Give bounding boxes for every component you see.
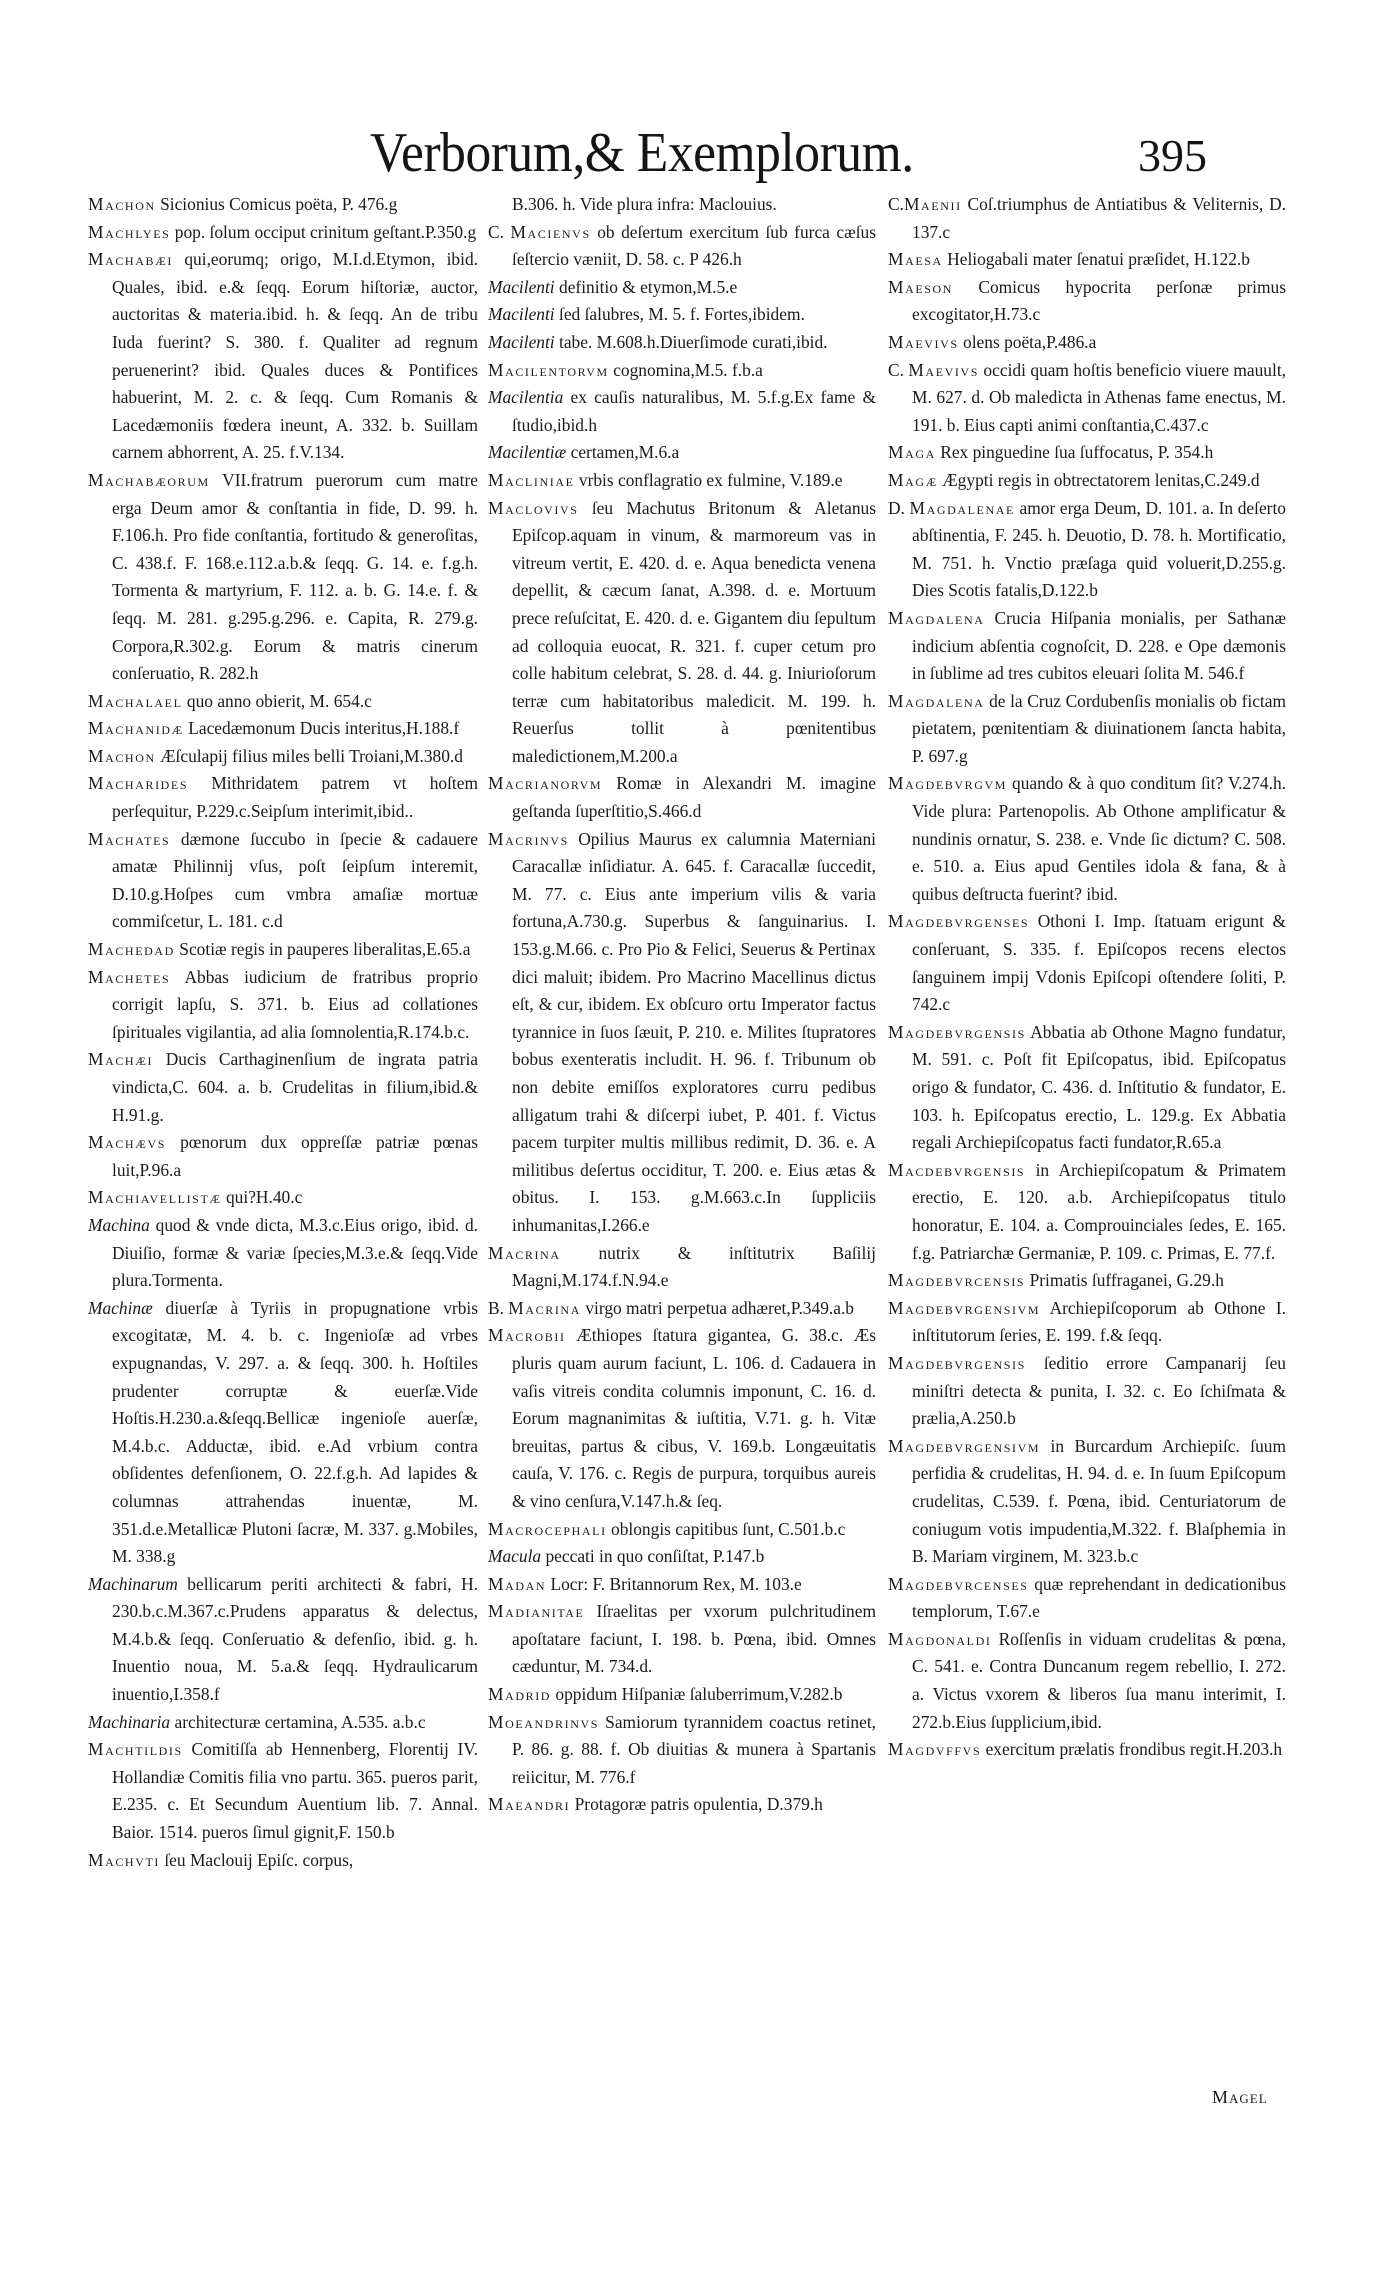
index-entry bbox=[88, 743, 478, 771]
entry-text: ſeditio errore Campanarij ſeu miniſtri detecta & punita, I. 32. c. Eo ſchiſmata & prælia,A.250.b bbox=[912, 1352, 1286, 1429]
entry-headword: Machlyes bbox=[88, 221, 171, 242]
entry-text: cognomina,M.5. f.b.a bbox=[608, 359, 763, 380]
entry-text: Ægypti regis in obtrectatorem lenitas,C.249.d bbox=[937, 469, 1260, 490]
index-entry bbox=[488, 274, 876, 302]
entry-text: ſeu Maclouij Epiſc. corpus, bbox=[160, 1849, 354, 1870]
entry-text: diuerſæ à Tyriis in propugnatione vrbis excogitatæ, M. 4. b. c. Ingenioſæ ad vrbes expugnandas, V. 297. a. & ſeqq. 300. h. Hoſtiles prudenter corruptæ & euerſæ.Vide Hoſtis.H.230.a.&ſeqq.Bellicæ ingenioſe auerſæ, M.4.b.c. Adductæ, ibid. e.Ad vrbium contra obſidentes defenſionem, O. 22.f.g.h. Ad lapides & columnas attrahendas inuentæ, M. 351.d.e.Metallicæ Plutoni ſacræ, M. 337. g.Mobiles, M. 338.g bbox=[112, 1297, 478, 1567]
index-entry bbox=[888, 1267, 1286, 1295]
index-entry bbox=[88, 467, 478, 688]
entry-headword: Machæi bbox=[88, 1049, 154, 1070]
index-column-right bbox=[888, 191, 1286, 1764]
entry-text: olens poëta,P.486.a bbox=[958, 331, 1097, 352]
entry-headword: Macrocephali bbox=[488, 1518, 607, 1539]
entry-text: de la Cruz Cordubenſis monialis ob fictam pietatem, pœnitentiam & diuinationem ſancta habita, P. 697.g bbox=[912, 690, 1286, 766]
entry-text: architecturæ certamina, A.535. a.b.c bbox=[170, 1711, 426, 1732]
entry-headword: Maenii bbox=[903, 194, 962, 214]
entry-headword: Machates bbox=[88, 828, 171, 849]
index-entry bbox=[488, 329, 876, 357]
entry-headword: Magdalena bbox=[888, 607, 985, 628]
entry-headword: Magdebvrgensivm bbox=[888, 1435, 1041, 1456]
index-entry bbox=[488, 1681, 876, 1709]
entry-headword: Maeson bbox=[888, 276, 954, 297]
entry-text: Comicus hypocrita perſonæ primus excogitator,H.73.c bbox=[912, 276, 1286, 325]
entry-text: Ducis Carthaginenſium de ingrata patria vindicta,C. 604. a. b. Crudelitas in filium,ibid.& H.91.g. bbox=[112, 1049, 478, 1125]
entry-text: ob deſertum exercitum ſub furca cæſus ſeſtercio væniit, D. 58. c. P 426.h bbox=[512, 221, 876, 270]
index-entry bbox=[888, 908, 1286, 1018]
index-entry bbox=[488, 1516, 876, 1544]
entry-headword: Magdalenae bbox=[909, 497, 1015, 518]
index-entry bbox=[88, 936, 478, 964]
entry-text: Protagoræ patris opulentia, D.379.h bbox=[570, 1794, 823, 1815]
index-entry bbox=[88, 826, 478, 936]
index-entry bbox=[88, 715, 478, 743]
entry-text: VII.fratrum puerorum cum matre erga Deum amor & conſtantia in fide, D. 99. h. F.106.h. Pro fide conſtantia, fortitudo & generoſitas, C. 438.f. F. 168.e.112.a.b.& ſeqq. G. 14. e. f.g.h. Tormenta & martyrium, F. 112. a. b. G. 14.e. f. & ſeqq. M. 281. g.295.g.296. e. Capita, R. 279.g. Corpora,R.302.g. Eorum & matris cinerum conſeruatio, R. 282.h bbox=[112, 469, 478, 684]
entry-text: Mithridatem patrem vt hoſtem perſequitur, P.229.c.Seipſum interimit,ibid.. bbox=[112, 773, 478, 822]
index-entry bbox=[888, 1736, 1286, 1764]
entry-headword: Macrina bbox=[508, 1297, 581, 1318]
entry-text: Comitiſſa ab Hennenberg, Florentij IV. Hollandiæ Comitis filia vno partu. 365. pueros parit, E.235. c. Et Secundum Auentium lib. 7. Annal. Baior. 1514. pueros ſimul gignit,F. 150.b bbox=[112, 1739, 478, 1843]
index-entry bbox=[488, 467, 876, 495]
entry-headword: Macliniae bbox=[488, 469, 575, 490]
entry-headword: Magdalena bbox=[888, 690, 985, 711]
index-entry bbox=[888, 495, 1286, 605]
index-entry bbox=[88, 219, 478, 247]
entry-prefix: C. bbox=[888, 194, 904, 214]
entry-headword: Machiavellistæ bbox=[88, 1187, 222, 1208]
entry-text: Samiorum tyrannidem coactus retinet, P. 86. g. 88. f. Ob diuitias & munera à Spartanis reiicitur, M. 776.f bbox=[512, 1711, 876, 1787]
entry-prefix: C. bbox=[488, 221, 511, 242]
entry-text: Æſculapij filius miles belli Troiani,M.380.d bbox=[155, 745, 463, 766]
entry-text: in Burcardum Archiepiſc. ſuum perfidia & crudelitas, H. 94. d. e. In ſuum Epiſcopum crudelitas, C.539. f. Pœna, ibid. Centuriatorum de coniugum votis impudentia,M.322. f. Blaſphemia in B. Mariam virginem, M. 323.b.c bbox=[912, 1435, 1286, 1567]
entry-text: definitio & etymon,M.5.e bbox=[554, 276, 738, 297]
entry-text: oppidum Hiſpaniæ ſaluberrimum,V.282.b bbox=[551, 1684, 843, 1705]
index-entry bbox=[88, 688, 478, 716]
entry-headword: Magdonaldi bbox=[888, 1628, 992, 1649]
entry-headword: Machabæi bbox=[88, 249, 173, 270]
entry-headword: Macrinvs bbox=[488, 828, 569, 849]
entry-headword: Macilenti bbox=[488, 331, 555, 352]
entry-headword: Macrina bbox=[488, 1242, 561, 1263]
index-entry bbox=[488, 1791, 876, 1819]
entry-headword: Magdebvrgensis bbox=[888, 1021, 1026, 1042]
entry-text: quod & vnde dicta, M.3.c.Eius origo, ibid. d. Diuiſio, formæ & variæ ſpecies,M.3.e.& ſeqq.Vide plura.Tormenta. bbox=[112, 1214, 478, 1291]
index-entry bbox=[888, 191, 1286, 246]
entry-text: qui?H.40.c bbox=[221, 1187, 303, 1208]
running-title: Verborum,& Exemplorum. bbox=[370, 122, 914, 184]
index-entry bbox=[488, 439, 876, 467]
index-entry bbox=[888, 357, 1286, 440]
index-entry bbox=[88, 191, 478, 219]
entry-text: Abbas iudicium de fratribus proprio corrigit lapſu, S. 371. b. Eius ad collationes ſpirituales vigilantia, ad alia ſomnolentia,R.174.b.c. bbox=[112, 966, 478, 1042]
entry-headword: Machalael bbox=[88, 690, 183, 711]
entry-headword: Magdebvrgensis bbox=[888, 1352, 1026, 1373]
entry-text: Locr: F. Britannorum Rex, M. 103.e bbox=[546, 1573, 802, 1594]
index-entry bbox=[488, 219, 876, 274]
index-entry bbox=[488, 1543, 876, 1571]
index-entry bbox=[88, 246, 478, 467]
entry-headword: Maeandri bbox=[488, 1794, 571, 1815]
index-entry bbox=[88, 1212, 478, 1295]
entry-text: Primatis ſuffraganei, G.29.h bbox=[1025, 1270, 1224, 1291]
entry-text: Lacedæmonum Ducis interitus,H.188.f bbox=[183, 718, 460, 739]
entry-text: Othoni I. Imp. ſtatuam erigunt & conſeruant, S. 335. f. Epiſcopos recens electos ſanguinem impij Vdonis Epiſcopi oſtendere ſoliti, P. 742.c bbox=[912, 911, 1286, 1015]
index-entry bbox=[488, 1240, 876, 1295]
index-entry bbox=[88, 1046, 478, 1129]
entry-headword: Machabæorum bbox=[88, 469, 210, 490]
entry-headword: Maesa bbox=[888, 249, 943, 270]
entry-text: quando & à quo conditum ſit? V.274.h. Vide plura: Partenopolis. Ab Othone amplificatur & nundinis ornatur, S. 238. e. Vnde ſic dictum? C. 508. e. 510. a. Eius apud Gentiles idola & fana, & à quibus deſtructa fuerint? ibid. bbox=[912, 773, 1286, 904]
index-entry bbox=[888, 1350, 1286, 1433]
entry-headword: Magdebvrcensis bbox=[888, 1270, 1026, 1291]
index-entry bbox=[488, 1709, 876, 1792]
entry-text: vrbis conflagratio ex fulmine, V.189.e bbox=[574, 469, 843, 490]
entry-headword: Machetes bbox=[88, 966, 171, 987]
catchword: Magel bbox=[1212, 2087, 1268, 2107]
entry-headword: Machinaria bbox=[88, 1711, 171, 1732]
entry-headword: Macilenti bbox=[488, 304, 555, 325]
entry-text: Rex pinguedine ſua ſuffocatus, P. 354.h bbox=[935, 442, 1214, 463]
index-column-left bbox=[88, 191, 478, 1874]
index-entry bbox=[488, 384, 876, 439]
index-entry bbox=[888, 688, 1286, 771]
index-entry bbox=[888, 329, 1286, 357]
index-entry bbox=[488, 1598, 876, 1681]
entry-text: qui,eorumq; origo, M.I.d.Etymon, ibid. Quales, ibid. e.& ſeqq. Eorum hiſtoriæ, auctor, auctoritas & materia.ibid. h. & ſeqq. An de tribu Iuda fuerint? S. 380. f. Qualiter ad regnum peruenerint? ibid. Quales duces & Pontifices habuerint, M. 2. c. & ſeqq. Cum Romanis & Lacedæmoniis fœdera ineunt, A. 332. b. Suillam carnem abhorrent, A. 25. f.V.134. bbox=[112, 249, 478, 463]
entry-text: ex cauſis naturalibus, M. 5.f.g.Ex fame & ſtudio,ibid.h bbox=[512, 387, 876, 435]
entry-text: ſed ſalubres, M. 5. f. Fortes,ibidem. bbox=[554, 304, 805, 325]
entry-text: exercitum prælatis frondibus regit.H.203.h bbox=[981, 1739, 1283, 1760]
index-entry bbox=[88, 1709, 478, 1737]
entry-text: Heliogabali mater ſenatui præſidet, H.122.b bbox=[942, 249, 1250, 270]
entry-headword: Magæ bbox=[888, 469, 938, 490]
index-entry bbox=[888, 1157, 1286, 1267]
entry-text: tabe. M.608.h.Diuerſimode curati,ibid. bbox=[554, 331, 828, 352]
entry-headword: Macharides bbox=[88, 773, 189, 794]
entry-headword: Madianitae bbox=[488, 1601, 585, 1622]
index-entry bbox=[488, 1571, 876, 1599]
index-entry bbox=[488, 301, 876, 329]
entry-text: virgo matri perpetua adhæret,P.349.a.b bbox=[580, 1297, 855, 1318]
entry-headword: Magdebvrgensivm bbox=[888, 1297, 1041, 1318]
entry-text: pœnorum dux oppreſſæ patriæ pœnas luit,P.96.a bbox=[112, 1132, 478, 1180]
index-entry bbox=[488, 770, 876, 825]
entry-text: Abbatia ab Othone Magno fundatur, M. 591. c. Poſt fit Epiſcopatus, ibid. Epiſcopatus origo & fundator, C. 436. d. Inſtitutio & fundator, E. 103. h. Epiſcopatus erectio, L. 129.g. Ex Abbatia regali Archiepiſcopatus facti fundator,R.65.a bbox=[912, 1021, 1286, 1153]
page-number: 395 bbox=[1138, 130, 1207, 181]
entry-prefix: C. bbox=[888, 359, 909, 380]
index-entry bbox=[88, 1295, 478, 1571]
index-entry bbox=[888, 246, 1286, 274]
index-entry bbox=[488, 1322, 876, 1515]
entry-headword: Magdebvrgenses bbox=[888, 911, 1030, 932]
index-entry bbox=[488, 191, 876, 219]
index-entry bbox=[888, 770, 1286, 908]
index-entry bbox=[88, 1129, 478, 1184]
entry-headword: Machedad bbox=[88, 939, 175, 960]
index-entry bbox=[888, 467, 1286, 495]
entry-text: Scotiæ regis in pauperes liberalitas,E.65.a bbox=[174, 939, 471, 960]
index-entry bbox=[488, 1295, 876, 1323]
entry-text: in Archiepiſcopatum & Primatem erectio, E. 120. a.b. Archiepiſcopatus titulo honoratur, E. 104. a. Comprouinciales ſedes, E. 165. f.g. Patriarchæ Germaniæ, P. 109. c. Primas, E. 77.f. bbox=[912, 1159, 1286, 1263]
entry-headword: Machtildis bbox=[88, 1739, 183, 1760]
entry-text: bellicarum periti architecti & fabri, H. 230.b.c.M.367.c.Prudens apparatus & delectus, M.4.b.& ſeqq. Conſeruatio & defenſio, ibid. g. h. Inuentio noua, M. 5.a.& ſeqq. Hydraulicarum inuentio,I.358.f bbox=[112, 1573, 478, 1705]
entry-text: dæmone ſuccubo in ſpecie & cadauere amatæ Philinnij vſus, poſt ſeipſum interemit, D.10.g.Hoſpes cum vmbra amaſiæ mortuæ commiſcetur, L. 181. c.d bbox=[112, 828, 478, 932]
entry-headword: Macilentorvm bbox=[488, 359, 609, 380]
entry-headword: Machævs bbox=[88, 1132, 167, 1153]
entry-headword: Macilentiæ bbox=[488, 442, 567, 463]
entry-headword: Moeandrinvs bbox=[488, 1711, 600, 1732]
index-column-middle bbox=[488, 191, 876, 1819]
index-entry bbox=[488, 495, 876, 771]
entry-headword: Magdvffvs bbox=[888, 1739, 982, 1760]
entry-headword: Maevivs bbox=[888, 331, 959, 352]
entry-headword: Machon bbox=[88, 194, 156, 214]
entry-headword: Maga bbox=[888, 442, 936, 463]
index-entry bbox=[888, 605, 1286, 688]
entry-headword: Machvti bbox=[88, 1849, 160, 1870]
entry-headword: Macilenti bbox=[488, 276, 555, 297]
entry-text: Iſraelitas per vxorum pulchritudinem apoſtatare faciunt, I. 198. b. Pœna, ibid. Omnes cæduntur, M. 734.d. bbox=[512, 1601, 876, 1677]
entry-headword: Machina bbox=[88, 1214, 150, 1235]
index-entry bbox=[888, 1433, 1286, 1571]
entry-text: Coſ.triumphus de Antiatibus & Veliternis, D. 137.c bbox=[912, 194, 1286, 242]
index-entry bbox=[88, 1847, 478, 1875]
entry-headword: Macrianorvm bbox=[488, 773, 603, 794]
entry-text: B.306. h. Vide plura infra: Maclouius. bbox=[512, 194, 777, 214]
index-entry bbox=[88, 1736, 478, 1846]
entry-text: occidi quam hoſtis beneficio viuere mauult, M. 627. d. Ob maledicta in Athenas fame enectus, M. 191. b. Eius capti animi conſtantia,C.437.c bbox=[912, 359, 1287, 435]
index-entry bbox=[88, 1571, 478, 1709]
index-entry bbox=[888, 274, 1286, 329]
index-entry bbox=[488, 826, 876, 1240]
entry-prefix: B. bbox=[488, 1297, 509, 1318]
entry-text: Opilius Maurus ex calumnia Materniani Caracallæ inſidiatur. A. 645. f. Caracallæ ſuccedit, M. 77. c. Eius ante imperium vilis & varia fortuna,A.730.g. Superbus & ſanguinarius. I. 153.g.M.66. c. Pro Pio & Felici, Seuerus & Pertinax dici maluit; ibidem. Pro Macrino Macellinus dictus eſt, & cur, ibidem. Ex obſcuro ortu Imperator factus tyrannice in ſuos ſæuit, P. 210. e. Milites ſtupratores bobus exenteratis includit. H. 96. f. Tribunum ob non debite emiſſos exploratores curru pedibus alligatum trahi & diſcerpi iubet, P. 401. f. Victus pacem turpiter multis millibus redimit, D. 36. e. A militibus deſertus occiditur, T. 200. e. Eius ætas & obitus. I. 153. g.M.663.c.In ſuppliciis inhumanitas,I.266.e bbox=[512, 828, 876, 1235]
entry-text: peccati in quo conſiſtat, P.147.b bbox=[541, 1546, 765, 1567]
entry-text: pop. ſolum occiput crinitum geſtant.P.350.g bbox=[170, 221, 477, 242]
entry-headword: Macula bbox=[488, 1546, 542, 1567]
entry-text: Archiepiſcoporum ab Othone I. inſtitutorum ſeries, E. 199. f.& ſeqq. bbox=[912, 1297, 1286, 1346]
index-entry bbox=[88, 770, 478, 825]
index-entry bbox=[888, 1019, 1286, 1157]
entry-text: Romæ in Alexandri M. imagine geſtanda ſuperſtitio,S.466.d bbox=[512, 773, 876, 822]
index-entry bbox=[88, 964, 478, 1047]
entry-prefix: D. bbox=[888, 497, 910, 518]
index-entry bbox=[888, 1295, 1286, 1350]
entry-headword: Maevivs bbox=[908, 359, 980, 380]
index-entry bbox=[888, 439, 1286, 467]
index-entry bbox=[888, 1626, 1286, 1736]
entry-headword: Macilentia bbox=[488, 387, 564, 408]
entry-headword: Machon bbox=[88, 745, 156, 766]
entry-headword: Macdebvrgensis bbox=[888, 1159, 1026, 1180]
entry-headword: Magdebvrgvm bbox=[888, 773, 1008, 794]
index-entry bbox=[888, 1571, 1286, 1626]
entry-headword: Machanidæ bbox=[88, 718, 184, 739]
entry-text: quo anno obierit, M. 654.c bbox=[182, 690, 372, 711]
index-entry bbox=[88, 1184, 478, 1212]
entry-headword: Magdebvrcenses bbox=[888, 1573, 1029, 1594]
entry-headword: Madan bbox=[488, 1573, 547, 1594]
entry-text: amor erga Deum, D. 101. a. In deſerto abſtinentia, F. 245. h. Deuotio, D. 78. h. Mortificatio, M. 751. h. Vnctio præſaga quid voluerit,D.255.g. Dies Scotis fatalis,D.122.b bbox=[912, 497, 1286, 601]
index-entry bbox=[488, 357, 876, 385]
entry-text: nutrix & inſtitutrix Baſilij Magni,M.174.f.N.94.e bbox=[512, 1242, 876, 1291]
entry-text: Æthiopes ſtatura gigantea, G. 38.c. Æs pluris quam aurum faciunt, L. 106. d. Cadauera in vaſis vitreis condita columnis imponunt, C. 16. d. Eorum magnanimitas & iuſtitia, V.71. g. h. Vitæ breuitas, partus & cibus, V. 169.b. Longæuitatis cauſa, V. 176. c. Regis de purpura, torquibus aureis & vino cenſura,V.147.h.& ſeq. bbox=[512, 1325, 876, 1511]
entry-headword: Machinarum bbox=[88, 1573, 178, 1594]
entry-headword: Maclovivs bbox=[488, 497, 579, 518]
entry-text: Crucia Hiſpania monialis, per Sathanæ indicium abſentia cognoſcit, D. 228. e Ope dæmonis in ſublime ad tres cubitos eleuari ſolita M. 546.f bbox=[912, 607, 1286, 684]
entry-headword: Madrid bbox=[488, 1684, 552, 1705]
entry-text: quæ reprehendant in dedicationibus templorum, T.67.e bbox=[912, 1573, 1286, 1622]
entry-text: Sicionius Comicus poëta, P. 476.g bbox=[155, 194, 398, 214]
entry-text: Roſſenſis in viduam crudelitas & pœna, C. 541. e. Contra Duncanum regem rebellio, I. 272. a. Victus vxorem & liberos ſua manu interimit, I. 272.b.Eius ſupplicium,ibid. bbox=[912, 1628, 1286, 1732]
entry-headword: Machinæ bbox=[88, 1297, 153, 1318]
entry-text: certamen,M.6.a bbox=[566, 442, 680, 463]
entry-text: ſeu Machutus Britonum & Aletanus Epiſcop.aquam in vinum, & marmoreum vas in vitreum vertit, E. 420. d. e. Aqua benedicta venena depellit, & cæcum ſanat, A.398. d. e. Mortuum prece reſuſcitat, E. 420. d. e. Gigantem diu ſepultum ad colloquia euocat, R. 321. f. cuper cetum pro colle habitum celebrat, S. 28. d. 44. g. Iniurioſorum terræ cum habitatoribus maledicit. M. 199. h. Reuerſus tollit à pœnitentibus maledictionem,M.200.a bbox=[512, 497, 876, 766]
entry-headword: Macienvs bbox=[510, 221, 591, 242]
entry-headword: Macrobii bbox=[488, 1325, 566, 1346]
entry-text: oblongis capitibus ſunt, C.501.b.c bbox=[606, 1518, 846, 1539]
